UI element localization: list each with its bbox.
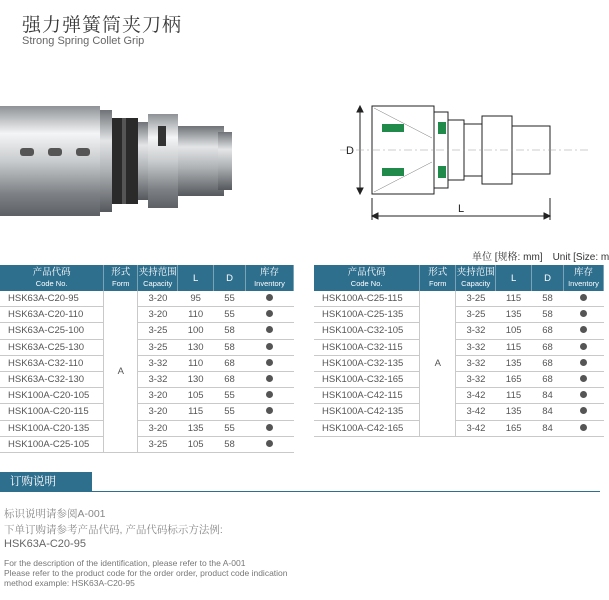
in-stock-dot-icon <box>266 424 273 431</box>
form-cell: A <box>104 291 138 452</box>
d-cell: 55 <box>214 388 246 404</box>
l-cell: 105 <box>178 388 214 404</box>
inventory-cell <box>246 323 294 339</box>
order-note-1: 标识说明请参阅A-001 <box>4 508 106 520</box>
d-cell: 68 <box>214 371 246 387</box>
code-cell: HSK100A-C42-115 <box>314 388 420 404</box>
code-cell: HSK63A-C32-130 <box>0 371 104 387</box>
inventory-cell <box>246 339 294 355</box>
inventory-cell <box>564 291 604 307</box>
capacity-cell: 3-25 <box>138 339 178 355</box>
code-cell: HSK100A-C20-135 <box>0 420 104 436</box>
d-cell: 58 <box>214 436 246 452</box>
code-cell: HSK100A-C25-135 <box>314 307 420 323</box>
spec-table-right <box>314 265 604 437</box>
capacity-cell: 3-20 <box>138 307 178 323</box>
col-header-capacity: 夹持范围 Capacity <box>138 265 178 291</box>
capacity-cell: 3-42 <box>456 404 496 420</box>
d-cell: 68 <box>532 339 564 355</box>
l-cell: 135 <box>496 404 532 420</box>
unit-cn: 单位 [规格: mm] <box>472 252 543 263</box>
col-header-code: 产品代码 Code No. <box>314 265 420 291</box>
order-note-en-1: For the description of the identification, please refer to the A-001 <box>4 558 246 568</box>
table-row <box>0 291 294 307</box>
in-stock-dot-icon <box>266 359 273 366</box>
code-cell: HSK63A-C20-95 <box>0 291 104 307</box>
capacity-cell: 3-32 <box>138 355 178 371</box>
d-cell: 68 <box>214 355 246 371</box>
in-stock-dot-icon <box>580 424 587 431</box>
d-cell: 84 <box>532 388 564 404</box>
in-stock-dot-icon <box>266 375 273 382</box>
d-cell: 68 <box>532 323 564 339</box>
in-stock-dot-icon <box>266 391 273 398</box>
inventory-cell <box>246 371 294 387</box>
col-header-code: 产品代码 Code No. <box>0 265 104 291</box>
d-cell: 58 <box>532 307 564 323</box>
code-cell: HSK63A-C25-130 <box>0 339 104 355</box>
d-cell: 58 <box>532 291 564 307</box>
table-row <box>314 388 604 404</box>
code-cell: HSK100A-C25-115 <box>314 291 420 307</box>
l-cell: 135 <box>496 355 532 371</box>
inventory-cell <box>246 388 294 404</box>
inventory-cell <box>246 307 294 323</box>
d-cell: 84 <box>532 404 564 420</box>
l-cell: 115 <box>178 404 214 420</box>
col-header-l: L <box>496 265 532 291</box>
page-title-en: Strong Spring Collet Grip <box>22 35 145 47</box>
col-header-capacity: 夹持范围 Capacity <box>456 265 496 291</box>
l-cell: 115 <box>496 339 532 355</box>
code-cell: HSK100A-C20-105 <box>0 388 104 404</box>
in-stock-dot-icon <box>580 294 587 301</box>
code-cell: HSK100A-C32-135 <box>314 355 420 371</box>
section-divider <box>92 491 600 492</box>
l-cell: 95 <box>178 291 214 307</box>
table-row <box>0 420 294 436</box>
l-cell: 110 <box>178 307 214 323</box>
col-header-inventory: 库存 Inventory <box>246 265 294 291</box>
code-cell: HSK100A-C25-105 <box>0 436 104 452</box>
order-section-heading: 订购说明 <box>0 472 92 492</box>
in-stock-dot-icon <box>580 359 587 366</box>
col-header-form: 形式 Form <box>104 265 138 291</box>
inventory-cell <box>246 291 294 307</box>
l-cell: 115 <box>496 291 532 307</box>
code-cell: HSK100A-C42-165 <box>314 420 420 436</box>
capacity-cell: 3-25 <box>456 307 496 323</box>
in-stock-dot-icon <box>580 391 587 398</box>
capacity-cell: 3-32 <box>456 355 496 371</box>
code-cell: HSK63A-C32-110 <box>0 355 104 371</box>
d-cell: 68 <box>532 371 564 387</box>
l-cell: 100 <box>178 323 214 339</box>
table-header-row <box>0 265 294 291</box>
capacity-cell: 3-25 <box>138 323 178 339</box>
order-note-en-2: Please refer to the product code for the order order, product code indication <box>4 568 288 578</box>
form-cell: A <box>420 291 456 436</box>
code-cell: HSK100A-C20-115 <box>0 404 104 420</box>
inventory-cell <box>564 404 604 420</box>
col-header-form: 形式 Form <box>420 265 456 291</box>
code-cell: HSK63A-C25-100 <box>0 323 104 339</box>
in-stock-dot-icon <box>266 326 273 333</box>
l-cell: 135 <box>178 420 214 436</box>
d-cell: 55 <box>214 420 246 436</box>
capacity-cell: 3-20 <box>138 388 178 404</box>
in-stock-dot-icon <box>580 326 587 333</box>
inventory-cell <box>564 388 604 404</box>
col-header-d: D <box>214 265 246 291</box>
d-cell: 55 <box>214 291 246 307</box>
inventory-cell <box>246 404 294 420</box>
table-row <box>0 404 294 420</box>
inventory-cell <box>246 355 294 371</box>
in-stock-dot-icon <box>580 343 587 350</box>
col-header-d: D <box>532 265 564 291</box>
table-row <box>0 307 294 323</box>
l-cell: 130 <box>178 339 214 355</box>
table-row <box>0 355 294 371</box>
in-stock-dot-icon <box>580 407 587 414</box>
capacity-cell: 3-20 <box>138 291 178 307</box>
capacity-cell: 3-32 <box>456 323 496 339</box>
unit-en: Unit [Size: m <box>552 252 609 263</box>
capacity-cell: 3-42 <box>456 420 496 436</box>
order-note-2: 下单订购请参考产品代码, 产品代码标示方法例: <box>4 524 223 536</box>
code-cell: HSK100A-C42-135 <box>314 404 420 420</box>
d-cell: 58 <box>214 339 246 355</box>
l-cell: 115 <box>496 388 532 404</box>
d-cell: 58 <box>214 323 246 339</box>
collet-chuck-photo <box>0 96 240 226</box>
capacity-cell: 3-25 <box>138 436 178 452</box>
capacity-cell: 3-25 <box>456 291 496 307</box>
l-cell: 165 <box>496 371 532 387</box>
table-row <box>314 291 604 307</box>
l-cell: 165 <box>496 420 532 436</box>
table-row <box>0 388 294 404</box>
in-stock-dot-icon <box>580 310 587 317</box>
capacity-cell: 3-20 <box>138 404 178 420</box>
capacity-cell: 3-32 <box>456 371 496 387</box>
l-cell: 105 <box>178 436 214 452</box>
table-row <box>0 323 294 339</box>
in-stock-dot-icon <box>266 343 273 350</box>
table-row <box>314 420 604 436</box>
unit-label <box>472 248 609 263</box>
inventory-cell <box>246 420 294 436</box>
l-cell: 105 <box>496 323 532 339</box>
table-row <box>0 371 294 387</box>
l-cell: 110 <box>178 355 214 371</box>
table-header-row <box>314 265 604 291</box>
table-row <box>0 436 294 452</box>
page-title-cn: 强力弹簧筒夹刀柄 <box>22 14 183 36</box>
dim-label-d: D <box>346 145 354 157</box>
table-row <box>314 355 604 371</box>
table-row <box>314 307 604 323</box>
inventory-cell <box>246 436 294 452</box>
code-cell: HSK100A-C32-105 <box>314 323 420 339</box>
order-example-code: HSK63A-C20-95 <box>4 538 86 550</box>
inventory-cell <box>564 307 604 323</box>
in-stock-dot-icon <box>266 407 273 414</box>
capacity-cell: 3-32 <box>456 339 496 355</box>
table-row <box>0 339 294 355</box>
inventory-cell <box>564 339 604 355</box>
in-stock-dot-icon <box>266 294 273 301</box>
inventory-cell <box>564 355 604 371</box>
table-row <box>314 371 604 387</box>
d-cell: 84 <box>532 420 564 436</box>
code-cell: HSK100A-C32-115 <box>314 339 420 355</box>
technical-drawing <box>340 98 590 228</box>
d-cell: 55 <box>214 307 246 323</box>
col-header-inventory: 库存 Inventory <box>564 265 604 291</box>
inventory-cell <box>564 323 604 339</box>
table-row <box>314 323 604 339</box>
d-cell: 55 <box>214 404 246 420</box>
dim-label-l: L <box>458 203 465 215</box>
in-stock-dot-icon <box>580 375 587 382</box>
order-note-en-3: method example: HSK63A-C20-95 <box>4 578 135 588</box>
l-cell: 135 <box>496 307 532 323</box>
capacity-cell: 3-20 <box>138 420 178 436</box>
spec-table-left <box>0 265 294 453</box>
inventory-cell <box>564 371 604 387</box>
capacity-cell: 3-32 <box>138 371 178 387</box>
in-stock-dot-icon <box>266 310 273 317</box>
code-cell: HSK63A-C20-110 <box>0 307 104 323</box>
l-cell: 130 <box>178 371 214 387</box>
col-header-l: L <box>178 265 214 291</box>
table-row <box>314 404 604 420</box>
capacity-cell: 3-42 <box>456 388 496 404</box>
d-cell: 68 <box>532 355 564 371</box>
in-stock-dot-icon <box>266 440 273 447</box>
inventory-cell <box>564 420 604 436</box>
code-cell: HSK100A-C32-165 <box>314 371 420 387</box>
table-row <box>314 339 604 355</box>
